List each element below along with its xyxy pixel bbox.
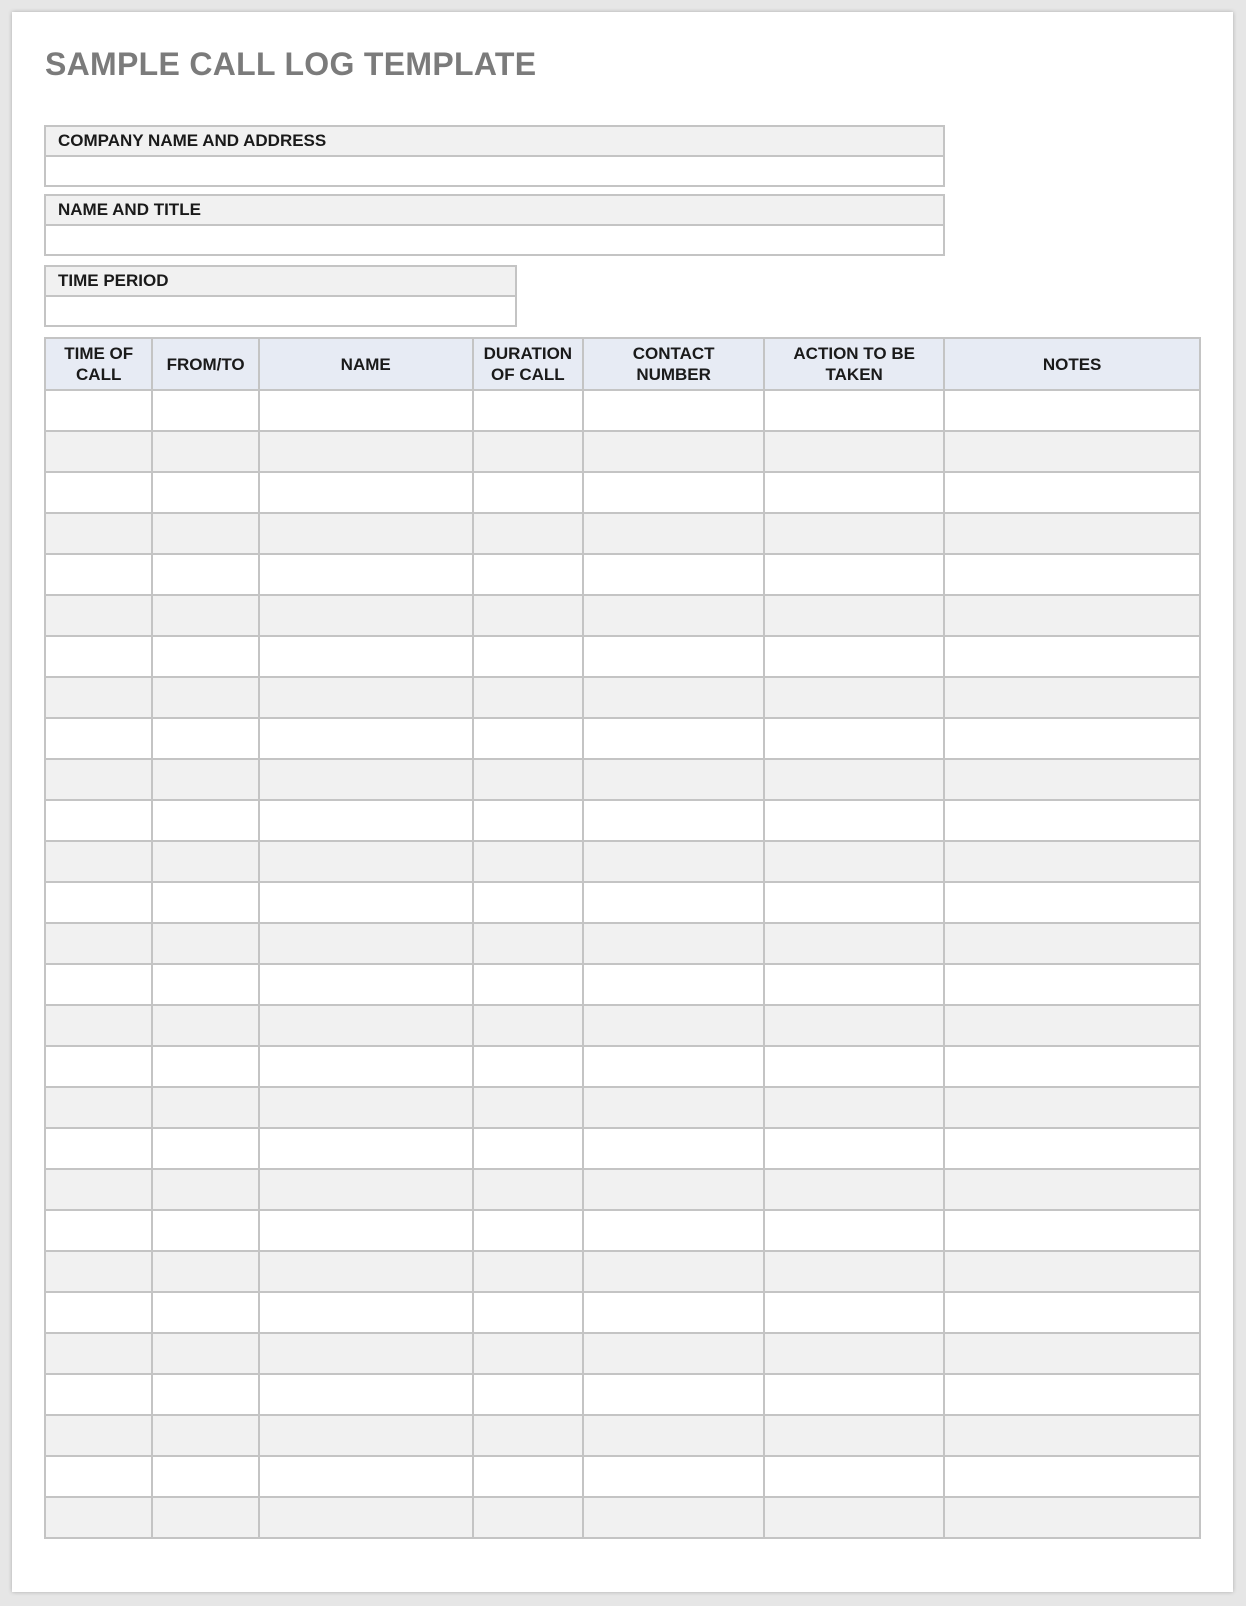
cell-notes[interactable]: [944, 718, 1200, 759]
cell-duration-of-call[interactable]: [473, 1374, 583, 1415]
cell-name[interactable]: [259, 1005, 473, 1046]
table-row: [45, 1087, 1200, 1128]
cell-from-to[interactable]: [152, 513, 258, 554]
cell-name[interactable]: [259, 513, 473, 554]
cell-duration-of-call[interactable]: [473, 1046, 583, 1087]
cell-from-to[interactable]: [152, 1292, 258, 1333]
cell-name[interactable]: [259, 1497, 473, 1538]
cell-action-to-be-taken[interactable]: [764, 1046, 944, 1087]
cell-contact-number[interactable]: [583, 636, 764, 677]
table-row: [45, 472, 1200, 513]
cell-contact-number[interactable]: [583, 390, 764, 431]
cell-from-to[interactable]: [152, 1005, 258, 1046]
table-row: [45, 800, 1200, 841]
cell-time-of-call[interactable]: [45, 1087, 152, 1128]
cell-name[interactable]: [259, 841, 473, 882]
cell-contact-number[interactable]: [583, 800, 764, 841]
table-row: [45, 513, 1200, 554]
cell-contact-number[interactable]: [583, 677, 764, 718]
company-name-address-field: [44, 125, 945, 187]
cell-action-to-be-taken[interactable]: [764, 1087, 944, 1128]
table-row: [45, 1456, 1200, 1497]
cell-from-to[interactable]: [152, 472, 258, 513]
cell-contact-number[interactable]: [583, 1497, 764, 1538]
cell-from-to[interactable]: [152, 1333, 258, 1374]
table-row: [45, 431, 1200, 472]
cell-notes[interactable]: [944, 1210, 1200, 1251]
cell-time-of-call[interactable]: [45, 1292, 152, 1333]
cell-contact-number[interactable]: [583, 1456, 764, 1497]
cell-time-of-call[interactable]: [45, 513, 152, 554]
table-row: [45, 1210, 1200, 1251]
cell-duration-of-call[interactable]: [473, 718, 583, 759]
cell-time-of-call[interactable]: [45, 923, 152, 964]
cell-from-to[interactable]: [152, 1087, 258, 1128]
column-header-from-to: FROM/TO: [152, 338, 258, 390]
cell-notes[interactable]: [944, 1374, 1200, 1415]
cell-action-to-be-taken[interactable]: [764, 1497, 944, 1538]
cell-time-of-call[interactable]: [45, 1415, 152, 1456]
cell-contact-number[interactable]: [583, 1333, 764, 1374]
cell-contact-number[interactable]: [583, 718, 764, 759]
table-row: [45, 1333, 1200, 1374]
cell-action-to-be-taken[interactable]: [764, 636, 944, 677]
cell-from-to[interactable]: [152, 595, 258, 636]
cell-action-to-be-taken[interactable]: [764, 1456, 944, 1497]
table-row: [45, 554, 1200, 595]
cell-duration-of-call[interactable]: [473, 1292, 583, 1333]
cell-notes[interactable]: [944, 882, 1200, 923]
cell-contact-number[interactable]: [583, 1169, 764, 1210]
cell-time-of-call[interactable]: [45, 1497, 152, 1538]
cell-action-to-be-taken[interactable]: [764, 882, 944, 923]
cell-notes[interactable]: [944, 1497, 1200, 1538]
cell-name[interactable]: [259, 718, 473, 759]
table-body: [45, 390, 1200, 1538]
cell-notes[interactable]: [944, 390, 1200, 431]
cell-name[interactable]: [259, 1374, 473, 1415]
cell-contact-number[interactable]: [583, 1251, 764, 1292]
cell-time-of-call[interactable]: [45, 1005, 152, 1046]
cell-notes[interactable]: [944, 677, 1200, 718]
cell-from-to[interactable]: [152, 1210, 258, 1251]
cell-duration-of-call[interactable]: [473, 1456, 583, 1497]
cell-time-of-call[interactable]: [45, 1046, 152, 1087]
cell-notes[interactable]: [944, 1128, 1200, 1169]
call-log-table: [44, 337, 1201, 1539]
cell-duration-of-call[interactable]: [473, 882, 583, 923]
table-row: [45, 1005, 1200, 1046]
cell-notes[interactable]: [944, 1087, 1200, 1128]
cell-name[interactable]: [259, 1415, 473, 1456]
cell-name[interactable]: [259, 964, 473, 1005]
cell-contact-number[interactable]: [583, 841, 764, 882]
cell-from-to[interactable]: [152, 1169, 258, 1210]
cell-time-of-call[interactable]: [45, 759, 152, 800]
cell-name[interactable]: [259, 554, 473, 595]
cell-notes[interactable]: [944, 513, 1200, 554]
cell-from-to[interactable]: [152, 964, 258, 1005]
cell-time-of-call[interactable]: [45, 1169, 152, 1210]
cell-time-of-call[interactable]: [45, 1456, 152, 1497]
cell-contact-number[interactable]: [583, 431, 764, 472]
cell-action-to-be-taken[interactable]: [764, 1333, 944, 1374]
cell-time-of-call[interactable]: [45, 1374, 152, 1415]
cell-notes[interactable]: [944, 1415, 1200, 1456]
cell-duration-of-call[interactable]: [473, 1333, 583, 1374]
time-period-field: [44, 265, 517, 327]
cell-duration-of-call[interactable]: [473, 1497, 583, 1538]
name-title-field: [44, 194, 945, 256]
cell-contact-number[interactable]: [583, 882, 764, 923]
table-row: [45, 882, 1200, 923]
cell-contact-number[interactable]: [583, 759, 764, 800]
company-name-address-input[interactable]: [46, 157, 943, 185]
cell-action-to-be-taken[interactable]: [764, 595, 944, 636]
cell-time-of-call[interactable]: [45, 472, 152, 513]
table-row: [45, 636, 1200, 677]
table-row: [45, 1251, 1200, 1292]
cell-action-to-be-taken[interactable]: [764, 1251, 944, 1292]
cell-contact-number[interactable]: [583, 1087, 764, 1128]
cell-notes[interactable]: [944, 841, 1200, 882]
cell-from-to[interactable]: [152, 800, 258, 841]
time-period-input[interactable]: [46, 297, 515, 325]
table-row: [45, 718, 1200, 759]
cell-time-of-call[interactable]: [45, 882, 152, 923]
cell-contact-number[interactable]: [583, 964, 764, 1005]
cell-notes[interactable]: [944, 1251, 1200, 1292]
cell-action-to-be-taken[interactable]: [764, 841, 944, 882]
cell-time-of-call[interactable]: [45, 1333, 152, 1374]
table-row: [45, 1292, 1200, 1333]
cell-contact-number[interactable]: [583, 513, 764, 554]
cell-time-of-call[interactable]: [45, 1251, 152, 1292]
column-header-contact-number: CONTACT NUMBER: [583, 338, 764, 390]
cell-duration-of-call[interactable]: [473, 677, 583, 718]
cell-time-of-call[interactable]: [45, 1128, 152, 1169]
column-header-notes: NOTES: [944, 338, 1200, 390]
cell-time-of-call[interactable]: [45, 800, 152, 841]
cell-duration-of-call[interactable]: [473, 759, 583, 800]
cell-action-to-be-taken[interactable]: [764, 1128, 944, 1169]
table-row: [45, 1415, 1200, 1456]
cell-from-to[interactable]: [152, 636, 258, 677]
cell-duration-of-call[interactable]: [473, 431, 583, 472]
cell-from-to[interactable]: [152, 718, 258, 759]
cell-duration-of-call[interactable]: [473, 964, 583, 1005]
cell-name[interactable]: [259, 636, 473, 677]
cell-from-to[interactable]: [152, 1415, 258, 1456]
column-header-action-to-be-taken: ACTION TO BE TAKEN: [764, 338, 944, 390]
cell-name[interactable]: [259, 1456, 473, 1497]
cell-action-to-be-taken[interactable]: [764, 759, 944, 800]
table-row: [45, 1169, 1200, 1210]
cell-action-to-be-taken[interactable]: [764, 1415, 944, 1456]
cell-duration-of-call[interactable]: [473, 390, 583, 431]
cell-action-to-be-taken[interactable]: [764, 554, 944, 595]
cell-from-to[interactable]: [152, 1251, 258, 1292]
cell-notes[interactable]: [944, 1005, 1200, 1046]
cell-name[interactable]: [259, 759, 473, 800]
table-row: [45, 841, 1200, 882]
cell-time-of-call[interactable]: [45, 595, 152, 636]
cell-from-to[interactable]: [152, 1046, 258, 1087]
cell-time-of-call[interactable]: [45, 1210, 152, 1251]
cell-duration-of-call[interactable]: [473, 554, 583, 595]
column-header-duration-of-call: DURATION OF CALL: [473, 338, 583, 390]
cell-contact-number[interactable]: [583, 1128, 764, 1169]
cell-contact-number[interactable]: [583, 554, 764, 595]
cell-action-to-be-taken[interactable]: [764, 677, 944, 718]
cell-time-of-call[interactable]: [45, 636, 152, 677]
table-row: [45, 677, 1200, 718]
cell-notes[interactable]: [944, 1333, 1200, 1374]
cell-name[interactable]: [259, 923, 473, 964]
cell-duration-of-call[interactable]: [473, 1169, 583, 1210]
cell-contact-number[interactable]: [583, 1374, 764, 1415]
cell-name[interactable]: [259, 882, 473, 923]
cell-name[interactable]: [259, 390, 473, 431]
cell-notes[interactable]: [944, 800, 1200, 841]
cell-action-to-be-taken[interactable]: [764, 964, 944, 1005]
cell-notes[interactable]: [944, 1169, 1200, 1210]
cell-action-to-be-taken[interactable]: [764, 1292, 944, 1333]
cell-from-to[interactable]: [152, 882, 258, 923]
cell-contact-number[interactable]: [583, 472, 764, 513]
cell-duration-of-call[interactable]: [473, 472, 583, 513]
cell-notes[interactable]: [944, 1292, 1200, 1333]
cell-duration-of-call[interactable]: [473, 800, 583, 841]
cell-action-to-be-taken[interactable]: [764, 1169, 944, 1210]
cell-duration-of-call[interactable]: [473, 636, 583, 677]
table-row: [45, 923, 1200, 964]
cell-duration-of-call[interactable]: [473, 1251, 583, 1292]
cell-notes[interactable]: [944, 759, 1200, 800]
cell-notes[interactable]: [944, 554, 1200, 595]
call-log-page: [12, 12, 1233, 1592]
cell-contact-number[interactable]: [583, 923, 764, 964]
cell-time-of-call[interactable]: [45, 841, 152, 882]
cell-from-to[interactable]: [152, 677, 258, 718]
column-header-time-of-call: TIME OF CALL: [45, 338, 152, 390]
cell-notes[interactable]: [944, 472, 1200, 513]
cell-action-to-be-taken[interactable]: [764, 431, 944, 472]
table-row: [45, 1497, 1200, 1538]
cell-contact-number[interactable]: [583, 595, 764, 636]
table-row: [45, 595, 1200, 636]
name-title-label: NAME AND TITLE: [46, 196, 943, 226]
cell-duration-of-call[interactable]: [473, 595, 583, 636]
cell-notes[interactable]: [944, 1456, 1200, 1497]
cell-name[interactable]: [259, 677, 473, 718]
table-header-row: [45, 338, 1200, 390]
cell-name[interactable]: [259, 1333, 473, 1374]
cell-action-to-be-taken[interactable]: [764, 1005, 944, 1046]
cell-from-to[interactable]: [152, 759, 258, 800]
table-row: [45, 964, 1200, 1005]
cell-name[interactable]: [259, 1292, 473, 1333]
cell-duration-of-call[interactable]: [473, 1005, 583, 1046]
cell-duration-of-call[interactable]: [473, 1210, 583, 1251]
cell-time-of-call[interactable]: [45, 390, 152, 431]
cell-name[interactable]: [259, 472, 473, 513]
cell-notes[interactable]: [944, 923, 1200, 964]
cell-name[interactable]: [259, 800, 473, 841]
cell-contact-number[interactable]: [583, 1210, 764, 1251]
cell-notes[interactable]: [944, 964, 1200, 1005]
cell-duration-of-call[interactable]: [473, 1415, 583, 1456]
page-title: SAMPLE CALL LOG TEMPLATE: [45, 46, 537, 82]
table-row: [45, 759, 1200, 800]
cell-action-to-be-taken[interactable]: [764, 718, 944, 759]
cell-action-to-be-taken[interactable]: [764, 513, 944, 554]
cell-notes[interactable]: [944, 1046, 1200, 1087]
cell-name[interactable]: [259, 1169, 473, 1210]
column-header-name: NAME: [259, 338, 473, 390]
cell-time-of-call[interactable]: [45, 677, 152, 718]
cell-from-to[interactable]: [152, 554, 258, 595]
company-name-address-label: COMPANY NAME AND ADDRESS: [46, 127, 943, 157]
cell-name[interactable]: [259, 1251, 473, 1292]
cell-time-of-call[interactable]: [45, 554, 152, 595]
table-row: [45, 1046, 1200, 1087]
cell-name[interactable]: [259, 1128, 473, 1169]
cell-name[interactable]: [259, 595, 473, 636]
cell-contact-number[interactable]: [583, 1005, 764, 1046]
cell-from-to[interactable]: [152, 1374, 258, 1415]
cell-time-of-call[interactable]: [45, 431, 152, 472]
cell-duration-of-call[interactable]: [473, 1087, 583, 1128]
table-row: [45, 390, 1200, 431]
cell-contact-number[interactable]: [583, 1046, 764, 1087]
cell-notes[interactable]: [944, 636, 1200, 677]
cell-duration-of-call[interactable]: [473, 841, 583, 882]
cell-from-to[interactable]: [152, 390, 258, 431]
cell-action-to-be-taken[interactable]: [764, 1374, 944, 1415]
cell-from-to[interactable]: [152, 431, 258, 472]
cell-name[interactable]: [259, 1087, 473, 1128]
cell-contact-number[interactable]: [583, 1292, 764, 1333]
cell-action-to-be-taken[interactable]: [764, 923, 944, 964]
cell-action-to-be-taken[interactable]: [764, 1210, 944, 1251]
cell-duration-of-call[interactable]: [473, 513, 583, 554]
cell-contact-number[interactable]: [583, 1415, 764, 1456]
table-row: [45, 1374, 1200, 1415]
cell-notes[interactable]: [944, 595, 1200, 636]
cell-from-to[interactable]: [152, 841, 258, 882]
cell-from-to[interactable]: [152, 1497, 258, 1538]
cell-time-of-call[interactable]: [45, 718, 152, 759]
cell-action-to-be-taken[interactable]: [764, 472, 944, 513]
cell-time-of-call[interactable]: [45, 964, 152, 1005]
cell-action-to-be-taken[interactable]: [764, 390, 944, 431]
cell-name[interactable]: [259, 1210, 473, 1251]
cell-from-to[interactable]: [152, 1456, 258, 1497]
name-title-input[interactable]: [46, 226, 943, 254]
cell-notes[interactable]: [944, 431, 1200, 472]
cell-action-to-be-taken[interactable]: [764, 800, 944, 841]
cell-duration-of-call[interactable]: [473, 1128, 583, 1169]
cell-name[interactable]: [259, 431, 473, 472]
cell-name[interactable]: [259, 1046, 473, 1087]
cell-from-to[interactable]: [152, 923, 258, 964]
table-row: [45, 1128, 1200, 1169]
time-period-label: TIME PERIOD: [46, 267, 515, 297]
cell-from-to[interactable]: [152, 1128, 258, 1169]
cell-duration-of-call[interactable]: [473, 923, 583, 964]
